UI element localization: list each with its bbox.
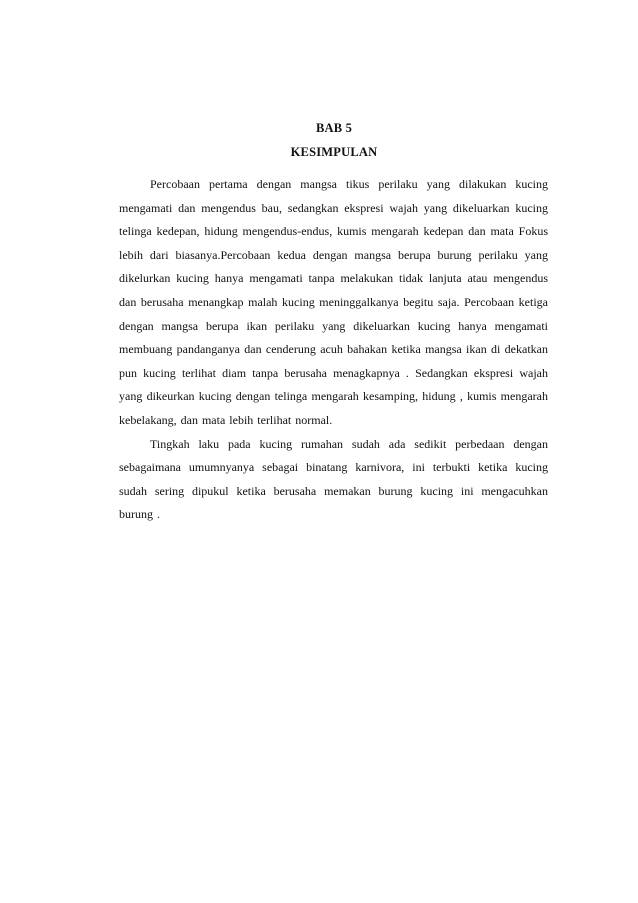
body-text [119,173,548,527]
paragraph-2: Tingkah laku pada kucing rumahan sudah ada sedikit perbedaan dengan sebagaimana umumnyanya sebagai binatang karnivora, ini terbukti ketika kucing sudah sering dipukul ketika berusaha memakan burung kucing ini mengacuhkan burung . [119,436,548,522]
paragraph-1: Percobaan pertama dengan mangsa tikus perilaku yang dilakukan kucing mengamati dan mengendus bau, sedangkan ekspresi wajah yang dikeluarkan kucing telinga kedepan, hidung mengendus-endus, kumis mengarah kedepan dan mata Fokus lebih dari biasanya.Percobaan kedua dengan mangsa berupa burung perilaku yang dikelurkan kucing hanya mengamati tanpa melakukan tidak lanjuta atau mengendus dan berusaha menangkap malah kucing meninggalkanya begitu saja. Percobaan ketiga dengan mangsa berupa ikan perilaku yang dikeluarkan kucing hanya mengamati membuang pandanganya dan cenderung acuh bahakan ketika mangsa ikan di dekatkan pun kucing terlihat diam tanpa berusaha menagkapnya . Sedangkan ekspresi wajah yang dikeurkan kucing dengan telinga mengarah kesamping, hidung , kumis mengarah kebelakang, dan mata lebih terlihat normal. [119,177,548,427]
chapter-number: BAB 5 [315,121,353,135]
chapter-title: KESIMPULAN [290,145,378,159]
